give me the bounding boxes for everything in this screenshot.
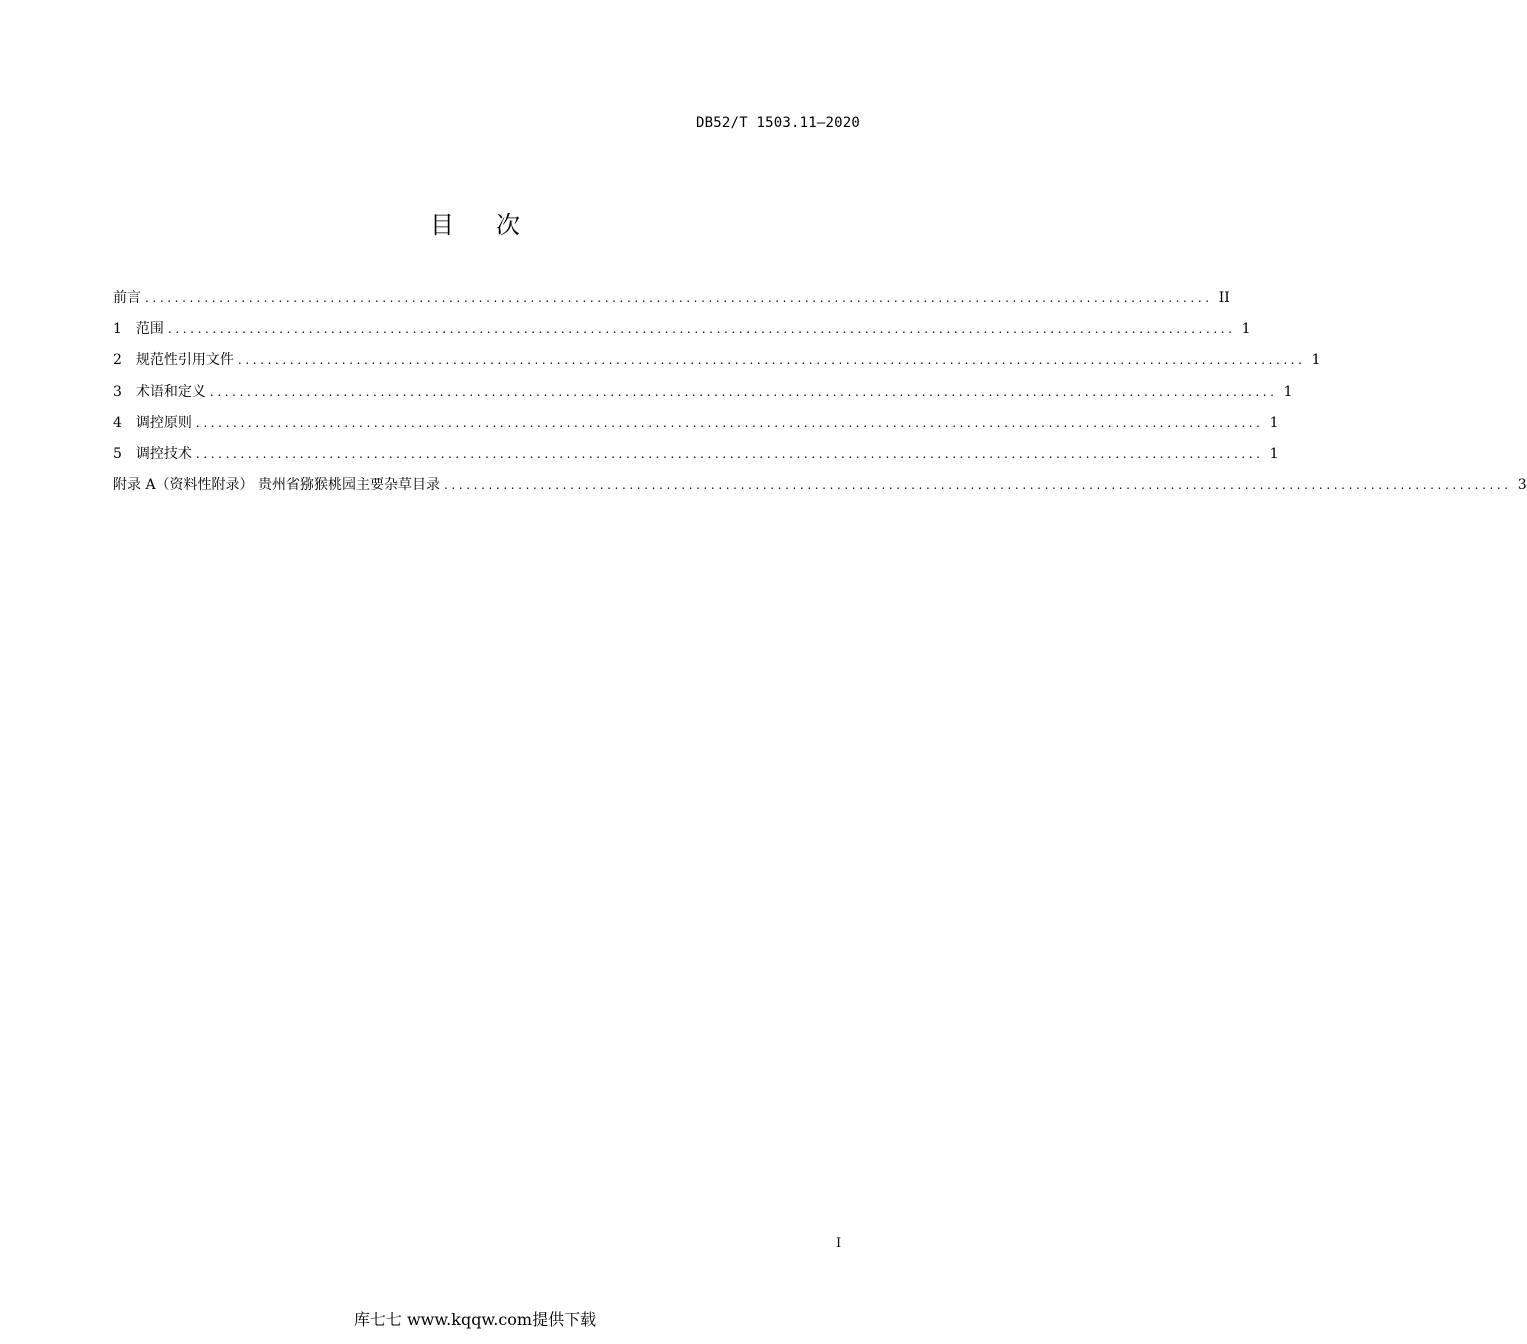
toc-entry-label: 调控原则: [135, 414, 192, 431]
toc-entry-number: 2: [113, 352, 122, 369]
toc-entry-page: 1: [1241, 321, 1251, 338]
toc-entry-normative-references[interactable]: [113, 348, 1321, 379]
toc-leader-dots: ................................................................................................................................................: [444, 478, 1512, 493]
toc-entry-page: 1: [1283, 383, 1293, 400]
toc-entry-number: 1: [113, 321, 122, 338]
toc-entry-label: 附录 A（资料性附录） 贵州省猕猴桃园主要杂草目录: [113, 477, 441, 494]
toc-leader-dots: ................................................................................................................................................: [167, 322, 1236, 337]
toc-leader-dots: ................................................................................................................................................: [195, 446, 1264, 461]
toc-entry-label: 调控技术: [135, 445, 192, 462]
toc-entry-number: 5: [113, 445, 122, 462]
toc-entry-label: 术语和定义: [135, 383, 206, 400]
toc-title-part2: 次: [496, 211, 520, 239]
toc-leader-dots: ................................................................................................................................................: [209, 384, 1278, 399]
toc-entry-foreword[interactable]: [113, 286, 1230, 317]
toc-entry-label: 范围: [135, 321, 164, 338]
toc-entry-techniques[interactable]: [113, 442, 1279, 473]
toc-leader-dots: ................................................................................................................................................: [145, 291, 1213, 305]
toc-entry-page: 1: [1269, 445, 1279, 462]
document-code: DB52/T 1503.11—2020: [696, 115, 860, 131]
toc-entry-label: 规范性引用文件: [135, 352, 234, 369]
toc-entry-scope[interactable]: [113, 317, 1251, 348]
table-of-contents: [113, 286, 1527, 504]
toc-leader-dots: ................................................................................................................................................: [195, 415, 1264, 430]
toc-entry-page: 1: [1311, 352, 1321, 369]
toc-entry-page: 3: [1517, 477, 1527, 494]
toc-entry-terms[interactable]: [113, 380, 1293, 411]
toc-entry-page: II: [1218, 290, 1230, 306]
toc-entry-appendix-a[interactable]: [113, 473, 1527, 504]
page-number: I: [836, 1236, 842, 1251]
toc-entry-page: 1: [1269, 414, 1279, 431]
toc-entry-principles[interactable]: [113, 411, 1279, 442]
toc-leader-dots: ................................................................................................................................................: [237, 353, 1306, 368]
toc-entry-label: 前言: [113, 290, 141, 306]
toc-title-part1: 目: [430, 211, 454, 239]
toc-title: [0, 205, 950, 240]
download-footer: 库七七 www.kqqw.com提供下载: [353, 1310, 597, 1329]
toc-entry-number: 4: [113, 414, 122, 431]
toc-entry-number: 3: [113, 383, 122, 400]
